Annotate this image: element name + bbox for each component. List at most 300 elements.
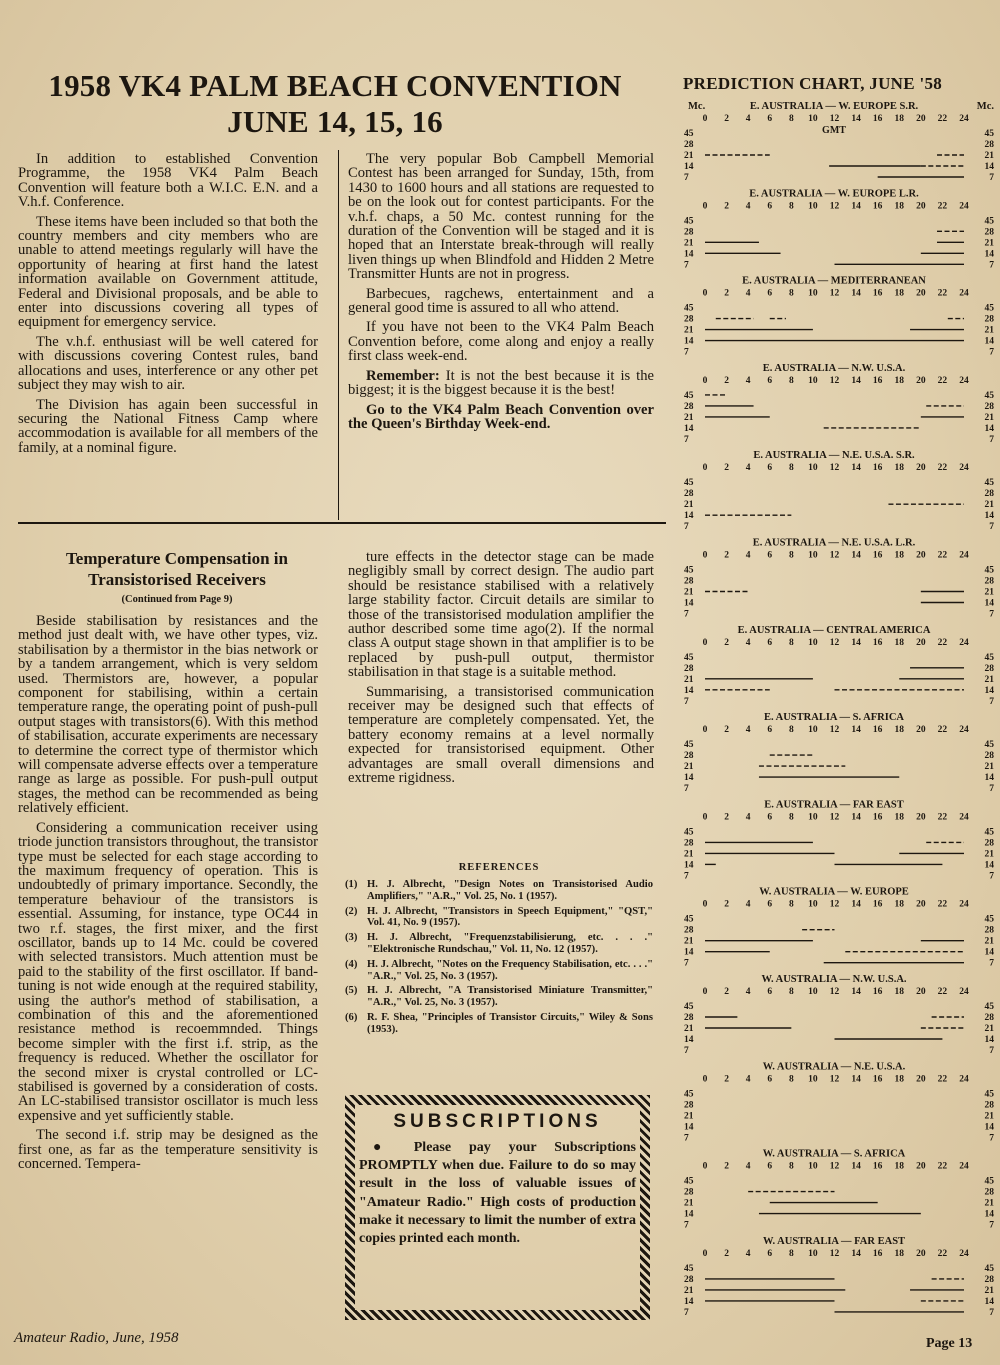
freq-label-left: 14 [684,773,694,784]
freq-label-left: 28 [684,140,694,150]
hour-tick: 4 [745,550,751,561]
freq-label-left: 21 [684,674,694,685]
freq-label-right: 28 [984,401,994,412]
hour-tick: 10 [808,114,818,124]
freq-label-left: 7 [684,522,689,533]
hour-tick: 6 [767,288,773,299]
hour-tick: 10 [808,1161,818,1172]
hour-tick: 20 [916,899,926,910]
hour-tick: 22 [937,987,948,997]
hour-tick: 24 [959,1248,969,1259]
freq-label-right: 45 [984,1176,994,1187]
hour-tick: 14 [851,637,861,648]
freq-label-left: 28 [684,1187,694,1198]
freq-label-right: 7 [989,434,994,445]
remember-text: It is not the best because it is the biggest; it is the biggest because it is the best! [348,367,654,399]
freq-label-right: 21 [984,325,994,336]
freq-label-right: 28 [984,838,994,849]
subscriptions-box [345,1095,650,1320]
hour-tick: 8 [788,987,794,997]
freq-label-right: 14 [984,773,994,784]
hour-tick: 22 [937,1161,948,1172]
freq-label-left: 21 [684,936,694,947]
paragraph: The v.h.f. enthusiast will be well catered for with discussions covering Contest rules, band allocations and uses, interference or any other pet subject they may wish to air. [18,333,318,394]
reference-number: (3) [345,932,358,944]
hour-tick: 0 [702,1161,708,1172]
hour-tick: 2 [724,201,729,212]
hour-tick: 2 [724,550,729,561]
hour-tick: 14 [851,1248,861,1259]
hour-tick: 24 [959,550,969,561]
freq-label-right: 14 [984,1035,994,1045]
reference-text: H. J. Albrecht, "Transistors in Speech Equipment," "QST," Vol. 41, No. 9 (1957). [367,905,653,929]
freq-label-right: 21 [984,936,994,947]
freq-label-right: 45 [984,303,994,314]
article-left-column [18,614,318,1176]
convention-title-line2: JUNE 14, 15, 16 [227,104,443,139]
hour-tick: 16 [872,1074,883,1085]
freq-label-left: 28 [684,576,694,587]
freq-label-left: 7 [684,347,689,358]
freq-label-right: 45 [984,1263,994,1274]
hour-tick: 16 [872,463,883,474]
hour-tick: 14 [851,725,861,736]
reference-item [345,985,653,1009]
paragraph: These items have been included so that both the country members and city members who are unable to attend meetings regularly will have the opportunity of hearing at first hand the latest information available on Government attitude, Federal and Divisional proposals, and be able to enter into discussions covering all types of equipment for emergency service. [18,213,318,331]
hour-tick: 10 [808,1248,818,1259]
freq-label-left: 14 [684,1209,694,1220]
freq-label-right: 45 [984,129,994,139]
hour-tick: 24 [959,899,969,910]
hour-tick: 18 [894,1161,904,1172]
path-label: E. AUSTRALIA — CENTRAL AMERICA [737,624,931,636]
convention-title [20,68,650,140]
hour-tick: 8 [788,1248,794,1259]
hour-tick: 22 [937,1074,948,1085]
hour-tick: 22 [937,725,948,736]
path-label: E. AUSTRALIA — S. AFRICA [763,712,905,724]
freq-label-right: 45 [984,914,994,925]
freq-label-left: 45 [684,740,694,751]
freq-label-left: 21 [684,1111,694,1122]
freq-label-right: 28 [984,227,994,238]
freq-label-right: 7 [989,696,994,707]
freq-label-left: 14 [684,947,694,958]
hour-tick: 18 [894,550,904,561]
freq-label-left: 7 [684,173,689,183]
hour-tick: 4 [745,812,751,823]
hour-tick: 18 [894,288,904,299]
hour-tick: 10 [808,550,818,561]
path-label: E. AUSTRALIA — N.E. U.S.A. L.R. [752,537,916,549]
article-right-column [348,550,654,791]
hour-tick: 18 [894,463,904,474]
hour-tick: 12 [829,812,840,823]
gmt-label: GMT [822,125,846,136]
hour-tick: 8 [788,114,794,124]
hour-tick: 16 [872,637,883,648]
hour-tick: 0 [702,899,708,910]
freq-label-left: 7 [684,609,689,620]
hour-tick: 8 [788,899,794,910]
freq-label-left: 14 [684,423,694,434]
hour-tick: 22 [937,1248,948,1259]
freq-label-left: 45 [684,303,694,314]
freq-label-left: 14 [684,598,694,609]
hour-tick: 20 [916,114,926,124]
hour-tick: 6 [767,812,773,823]
freq-label-right: 45 [984,390,994,401]
freq-label-right: 14 [984,249,994,260]
hour-tick: 16 [872,987,883,997]
freq-label-right: 7 [989,958,994,969]
freq-label-right: 21 [984,151,994,161]
hour-tick: 24 [959,1161,969,1172]
freq-label-left: 7 [684,434,689,445]
hour-tick: 0 [702,812,708,823]
paragraph: Considering a communication receiver using triode junction transistors throughout, the transistor type must be selected for each stage according to the maximum frequency of operation. This is undoubtedly of primary importance. Secondly, the temperature behaviour of the transistors is essential. Assuming, for instance, type OC44 in two r.f. stages, the first mixer, and the first oscillator, bands up to 14 Mc. could be covered with selected transistors. Much attention must be paid to the stability of the first oscillator. If band-tuning is not wide enough at the required stability, using the author's method of stabilisation, a combination of this and the aforementioned resistance method is recoemmnded. Things become simpler with the first i.f. strip, as the frequency is reduced. Whether the oscillator for the second mixer is crystal controlled or LC-stabilised is governed by a consideration of costs. An LC-stabilised transistor oscillator is much less expensive and yet sufficiently stable. [18,819,318,1124]
freq-label-right: 45 [984,652,994,663]
freq-label-left: 28 [684,663,694,674]
hour-tick: 2 [724,812,729,823]
paragraph: Barbecues, ragchews, entertainment and a general good time is assured to all who attend. [348,285,654,317]
freq-label-left: 14 [684,685,694,696]
hour-tick: 4 [745,288,751,299]
footer-page-number: Page 13 [926,1336,973,1351]
hour-tick: 22 [937,375,948,386]
hour-tick: 8 [788,550,794,561]
hour-tick: 8 [788,375,794,386]
freq-label-right: 28 [984,576,994,587]
hour-tick: 2 [724,375,729,386]
hour-tick: 24 [959,812,969,823]
freq-label-left: 21 [684,1024,694,1034]
hour-tick: 6 [767,375,773,386]
hour-tick: 4 [745,725,751,736]
freq-label-left: 45 [684,1176,694,1187]
hour-tick: 20 [916,1161,926,1172]
paragraph: The very popular Bob Campbell Memorial Contest has been arranged for Sunday, 15th, from 1430 to 1600 hours and all stations are requested to be on the look out for contest participants. For the v.h.f. chaps, a 50 Mc. contest running for the duration of the Convention will be staged and it is hoped that an Interstate break-through will really liven things up when Blindfold and Hidden 2 Metre Transmitter Hunts are not in progress. [348,151,654,283]
freq-label-right: 7 [989,1046,994,1056]
hour-tick: 18 [894,1248,904,1259]
freq-label-left: 45 [684,1089,694,1100]
freq-label-right: 14 [984,1209,994,1220]
hour-tick: 14 [851,812,861,823]
freq-label-left: 45 [684,390,694,401]
freq-label-right: 28 [984,1187,994,1198]
freq-label-right: 28 [984,1100,994,1111]
hour-tick: 2 [724,899,729,910]
freq-label-right: 14 [984,947,994,958]
hour-tick: 16 [872,114,883,124]
hour-tick: 0 [702,550,708,561]
hour-tick: 14 [851,987,861,997]
freq-label-left: 14 [684,162,694,172]
hour-tick: 22 [937,201,948,212]
hour-tick: 20 [916,375,926,386]
freq-label-left: 7 [684,696,689,707]
reference-number: (1) [345,879,358,890]
hour-tick: 18 [894,812,904,823]
mc-label-left: Mc. [688,101,706,112]
hour-tick: 22 [937,899,948,910]
hour-tick: 16 [872,550,883,561]
paragraph: Beside stabilisation by resistances and the method just dealt with, we have other types, viz. stabilisation by a thermistor in the bias network or by a tandem arrangement, which is very seldom used. Thermistors are, however, a popular component for stabilising, within a certain temperature range, the operating point of push-pull output stages with transistors(6). With this method of stabilisation, accurate experiments are necessary to determine the correct type of thermistor which will compensate adverse effects over a temperature range as large as possible. For push-pull output stages, the method can be recommended as being relatively efficient. [18,613,318,817]
reference-item [345,932,653,956]
path-label: E. AUSTRALIA — FAR EAST [764,799,904,811]
hour-tick: 16 [872,812,883,823]
hour-tick: 0 [702,987,708,997]
path-label: E. AUSTRALIA — N.E. U.S.A. S.R. [753,450,915,462]
hour-tick: 14 [851,201,861,212]
freq-label-left: 45 [684,129,694,139]
hour-tick: 16 [872,288,883,299]
freq-label-right: 45 [984,1089,994,1100]
freq-label-right: 14 [984,423,994,434]
hour-tick: 12 [829,1074,840,1085]
hour-tick: 16 [872,1248,883,1259]
reference-item [345,959,653,983]
freq-label-right: 21 [984,1111,994,1122]
prediction-chart [670,96,998,1328]
hour-tick: 22 [937,637,948,648]
hour-tick: 20 [916,1074,926,1085]
hour-tick: 24 [959,288,969,299]
freq-label-left: 7 [684,784,689,795]
hour-tick: 24 [959,114,969,124]
freq-label-right: 7 [989,609,994,620]
freq-label-right: 21 [984,762,994,773]
freq-label-right: 45 [984,216,994,227]
freq-label-left: 14 [684,1035,694,1045]
path-label: W. AUSTRALIA — N.E. U.S.A. [762,1061,906,1073]
freq-label-left: 14 [684,860,694,871]
freq-label-left: 14 [684,249,694,260]
hour-tick: 2 [724,114,729,124]
hour-tick: 2 [724,637,729,648]
freq-label-right: 45 [984,478,994,489]
freq-label-left: 7 [684,1133,689,1144]
article-continued-note: (Continued from Page 9) [121,594,233,605]
freq-label-right: 14 [984,598,994,609]
hour-tick: 14 [851,463,861,474]
hour-tick: 2 [724,463,729,474]
freq-label-right: 7 [989,1220,994,1231]
freq-label-right: 45 [984,740,994,751]
freq-label-left: 28 [684,489,694,500]
freq-label-left: 21 [684,1285,694,1296]
freq-label-left: 7 [684,958,689,969]
paragraph: ture effects in the detector stage can be made negligibly small by correct design. The audio part should be resistance stabilised with a relatively large stability factor. Circuit details are similar to those of the transistorised modulation amplifier the author described some time ago(2). If the normal class A output stage shown in that amplifier is to be replaced by push-pull output, thermistor stabilisation in that stage is a suitable method. [348,549,654,681]
hour-tick: 18 [894,725,904,736]
convention-title-line1: 1958 VK4 PALM BEACH CONVENTION [48,68,622,103]
hour-tick: 18 [894,987,904,997]
freq-label-right: 21 [984,587,994,598]
references-heading: REFERENCES [458,862,540,873]
hour-tick: 10 [808,1074,818,1085]
freq-label-right: 28 [984,1274,994,1285]
hour-tick: 18 [894,114,904,124]
freq-label-right: 14 [984,511,994,522]
hour-tick: 14 [851,375,861,386]
freq-label-left: 7 [684,871,689,882]
freq-label-right: 45 [984,565,994,576]
hour-tick: 18 [894,899,904,910]
hour-tick: 10 [808,201,818,212]
hour-tick: 20 [916,1248,926,1259]
freq-label-left: 45 [684,216,694,227]
paragraph: In addition to established Convention Programme, the 1958 VK4 Palm Beach Convention will feature both a W.I.C. E.N. and a V.h.f. Conference. [18,151,318,211]
path-label: W. AUSTRALIA — S. AFRICA [762,1148,906,1160]
hour-tick: 8 [788,812,794,823]
freq-label-left: 28 [684,1013,694,1023]
reference-number: (6) [345,1011,358,1023]
freq-label-right: 28 [984,925,994,936]
hour-tick: 22 [937,550,948,561]
hour-tick: 10 [808,899,818,910]
freq-label-left: 21 [684,762,694,773]
freq-label-right: 7 [989,1133,994,1144]
references-list [345,879,653,1039]
freq-label-left: 28 [684,401,694,412]
reference-text: R. F. Shea, "Principles of Transistor Circuits," Wiley & Sons (1953). [367,1011,653,1035]
freq-label-left: 21 [684,1198,694,1209]
freq-label-right: 28 [984,314,994,325]
hour-tick: 16 [872,725,883,736]
freq-label-left: 28 [684,925,694,936]
reference-item [345,879,653,903]
hour-tick: 10 [808,463,818,474]
hour-tick: 2 [724,725,729,736]
hour-tick: 2 [724,987,729,997]
path-label: W. AUSTRALIA — W. EUROPE [759,886,909,898]
hour-tick: 16 [872,1161,883,1172]
hour-tick: 20 [916,288,926,299]
hour-tick: 4 [745,899,751,910]
freq-label-right: 21 [984,849,994,860]
hour-tick: 4 [745,637,751,648]
freq-label-left: 21 [684,587,694,598]
freq-label-left: 28 [684,751,694,762]
closing-paragraph: Go to the VK4 Palm Beach Convention over the Queen's Birthday Week-end. [348,401,654,432]
hour-tick: 24 [959,463,969,474]
freq-label-right: 21 [984,238,994,249]
hour-tick: 10 [808,375,818,386]
hour-tick: 24 [959,637,969,648]
freq-label-left: 45 [684,565,694,576]
hour-tick: 14 [851,114,861,124]
hour-tick: 4 [745,1161,751,1172]
freq-label-right: 14 [984,860,994,871]
remember-paragraph [348,369,654,398]
hour-tick: 6 [767,899,773,910]
freq-label-left: 7 [684,1307,689,1318]
hour-tick: 16 [872,375,883,386]
freq-label-right: 28 [984,1013,994,1023]
prediction-chart-title: PREDICTION CHART, JUNE '58 [683,74,943,93]
freq-label-right: 7 [989,871,994,882]
paragraph: If you have not been to the VK4 Palm Beach Convention before, come along and enjoy a really first class week-end. [348,319,654,365]
footer-publication: Amateur Radio, June, 1958 [14,1330,179,1346]
freq-label-left: 45 [684,478,694,489]
reference-text: H. J. Albrecht, "Design Notes on Transistorised Audio Amplifiers," "A.R.," Vol. 25, No. 1 (1957). [367,879,653,902]
hour-tick: 2 [724,1248,729,1259]
hour-tick: 12 [829,463,840,474]
freq-label-left: 14 [684,1296,694,1307]
hour-tick: 18 [894,375,904,386]
hour-tick: 12 [829,899,840,910]
freq-label-left: 28 [684,1274,694,1285]
hour-tick: 6 [767,1248,773,1259]
freq-label-right: 7 [989,1307,994,1318]
freq-label-left: 28 [684,227,694,238]
hour-tick: 18 [894,1074,904,1085]
reference-text: H. J. Albrecht, "Frequenzstabilisierung, etc. . . ." "Elektronische Rundschau," Vol. 11, No. 12 (1957). [367,932,653,955]
hour-tick: 12 [829,375,840,386]
hour-tick: 6 [767,114,773,124]
hour-tick: 4 [745,1248,751,1259]
hour-tick: 0 [702,637,708,648]
hour-tick: 10 [808,812,818,823]
hour-tick: 0 [702,1074,708,1085]
reference-item [345,1012,653,1036]
hour-tick: 16 [872,899,883,910]
hour-tick: 24 [959,201,969,212]
hour-tick: 2 [724,1074,729,1085]
hour-tick: 12 [829,288,840,299]
hour-tick: 4 [745,114,751,124]
hour-tick: 4 [745,987,751,997]
hour-tick: 6 [767,1074,773,1085]
hour-tick: 20 [916,463,926,474]
hour-tick: 24 [959,725,969,736]
freq-label-left: 21 [684,500,694,511]
hour-tick: 4 [745,201,751,212]
hour-tick: 12 [829,201,840,212]
freq-label-right: 28 [984,140,994,150]
hour-tick: 22 [937,812,948,823]
hour-tick: 4 [745,463,751,474]
freq-label-right: 21 [984,500,994,511]
freq-label-left: 45 [684,914,694,925]
freq-label-left: 21 [684,151,694,161]
hour-tick: 22 [937,114,948,124]
hour-tick: 24 [959,375,969,386]
hour-tick: 24 [959,987,969,997]
hour-tick: 6 [767,1161,773,1172]
freq-label-right: 28 [984,489,994,500]
freq-label-right: 21 [984,1285,994,1296]
hour-tick: 12 [829,987,840,997]
subscriptions-heading: SUBSCRIPTIONS [393,1111,602,1132]
freq-label-left: 7 [684,1220,689,1231]
hour-tick: 12 [829,637,840,648]
hour-tick: 22 [937,288,948,299]
reference-number: (2) [345,905,358,917]
hour-tick: 22 [937,463,948,474]
hour-tick: 20 [916,201,926,212]
freq-label-right: 7 [989,784,994,795]
hour-tick: 0 [702,725,708,736]
hour-tick: 12 [829,114,840,124]
hour-tick: 20 [916,987,926,997]
hour-tick: 0 [702,1248,708,1259]
hour-tick: 2 [724,1161,729,1172]
freq-label-left: 14 [684,511,694,522]
hour-tick: 0 [702,375,708,386]
hour-tick: 10 [808,987,818,997]
hour-tick: 4 [745,375,751,386]
